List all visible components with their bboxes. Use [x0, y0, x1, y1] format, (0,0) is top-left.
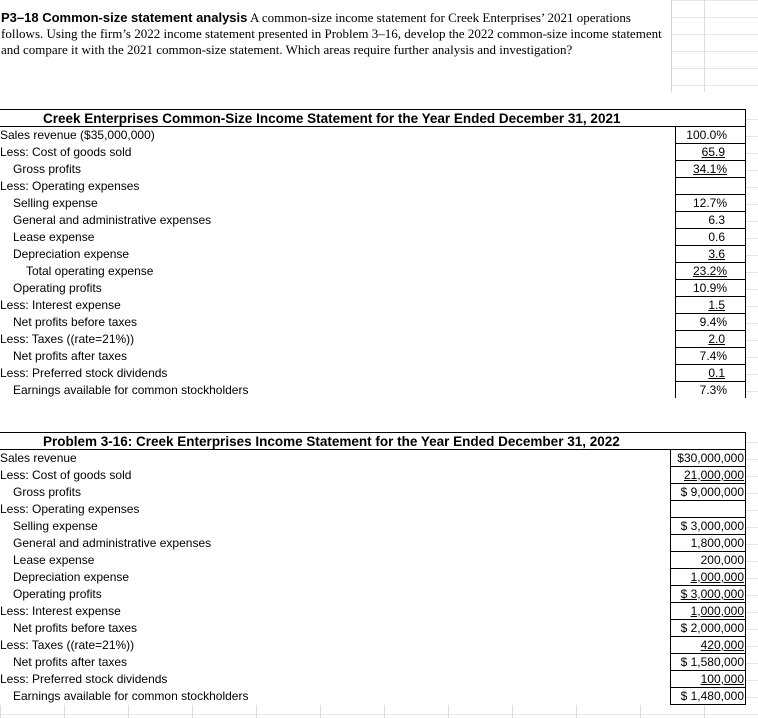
table-row[interactable] — [0, 569, 746, 586]
row-value: 12.7% — [692, 196, 727, 210]
row-value: 7.4% — [699, 349, 727, 363]
row-label: General and administrative expenses — [13, 536, 212, 550]
problem-statement — [0, 0, 672, 92]
table-row[interactable] — [0, 195, 746, 212]
table-row[interactable] — [0, 518, 746, 535]
table-row[interactable] — [0, 229, 746, 246]
table-row[interactable] — [0, 467, 746, 484]
row-value: $ 1,580,000 — [680, 655, 744, 669]
row-label: Less: Interest expense — [0, 298, 121, 312]
row-value: $30,000,000 — [677, 451, 744, 465]
row-value: 1,000,000 — [690, 604, 744, 618]
row-label: Operating profits — [13, 587, 102, 601]
spacer — [0, 398, 758, 432]
row-value: 6.3 — [708, 213, 725, 227]
row-label: Net profits after taxes — [13, 349, 128, 363]
table-row[interactable] — [0, 126, 746, 144]
common-size-table-2021 — [0, 109, 746, 399]
row-label: Selling expense — [13, 519, 98, 533]
table-row[interactable] — [0, 637, 746, 654]
table-2021-title: Creek Enterprises Common-Size Income Statement for the Year Ended December 31, 2021 — [0, 109, 746, 126]
table-row[interactable] — [0, 688, 746, 705]
table-row[interactable] — [0, 671, 746, 688]
table-row[interactable] — [0, 603, 746, 620]
row-value: 34.1% — [692, 162, 727, 176]
row-label: Gross profits — [13, 485, 82, 499]
row-value: $ 3,000,000 — [680, 587, 744, 601]
row-value: 0.6 — [708, 230, 725, 244]
table-row[interactable] — [0, 178, 746, 195]
row-value: $ 3,000,000 — [680, 519, 744, 533]
table-row[interactable] — [0, 501, 746, 518]
problem-heading: P3–18 Common-size statement analysis — [1, 10, 248, 25]
row-value: 200,000 — [700, 553, 744, 567]
row-label: Net profits before taxes — [13, 315, 138, 329]
table-row[interactable] — [0, 586, 746, 603]
row-label: Earnings available for common stockholders — [13, 383, 249, 397]
row-label: Less: Interest expense — [0, 604, 121, 618]
table-row[interactable] — [0, 654, 746, 671]
row-label: Net profits before taxes — [13, 621, 138, 635]
table-row[interactable] — [0, 212, 746, 229]
row-value: 7.3% — [699, 383, 727, 397]
table-row[interactable] — [0, 484, 746, 501]
table-row[interactable] — [0, 280, 746, 297]
row-label: Depreciation expense — [13, 247, 130, 261]
spacer — [0, 92, 758, 109]
row-value: 65.9 — [701, 145, 725, 159]
row-label: General and administrative expenses — [13, 213, 212, 227]
table-row[interactable] — [0, 382, 746, 399]
table-row[interactable] — [0, 365, 746, 382]
table-row[interactable] — [0, 144, 746, 161]
row-value: 10.9% — [692, 281, 727, 295]
table-row[interactable] — [0, 535, 746, 552]
table-row[interactable] — [0, 331, 746, 348]
row-label: Less: Taxes ((rate=21%)) — [0, 332, 135, 346]
row-value: 100,000 — [700, 672, 744, 686]
table-row[interactable] — [0, 297, 746, 314]
row-value: 1.5 — [708, 298, 725, 312]
row-label: Sales revenue — [0, 451, 77, 465]
row-label: Less: Preferred stock dividends — [0, 366, 168, 380]
row-label: Less: Preferred stock dividends — [0, 672, 168, 686]
row-label: Sales revenue ($35,000,000) — [0, 128, 155, 142]
row-value: 1,800,000 — [690, 536, 744, 550]
row-label: Operating profits — [13, 281, 102, 295]
row-value: 9.4% — [699, 315, 727, 329]
table-row[interactable] — [0, 449, 746, 467]
row-value: $ 1,480,000 — [680, 689, 744, 703]
table-row[interactable] — [0, 348, 746, 365]
row-label: Selling expense — [13, 196, 98, 210]
row-label: Less: Cost of goods sold — [0, 468, 132, 482]
row-value: 2.0 — [708, 332, 725, 346]
problem-text: A common-size income statement for Creek Enterprises’ 2021 operations follows. Using the firm’s 2022 income statement presented in Problem 3–16, develop the 2022 common-size income statement and compare it with the 2021 common-size statement. Which areas require further analysis and investigation? — [1, 10, 662, 58]
row-value: 3.6 — [708, 247, 725, 261]
row-label: Lease expense — [13, 230, 95, 244]
row-label: Lease expense — [13, 553, 95, 567]
row-value: 21,000,000 — [683, 468, 744, 482]
row-value: 0.1 — [708, 366, 725, 380]
table-row[interactable] — [0, 620, 746, 637]
table-row[interactable] — [0, 552, 746, 569]
row-label: Earnings available for common stockholders — [13, 689, 249, 703]
table-row[interactable] — [0, 263, 746, 280]
row-label: Net profits after taxes — [13, 655, 128, 669]
row-label: Less: Cost of goods sold — [0, 145, 132, 159]
table-2022-title: Problem 3-16: Creek Enterprises Income Statement for the Year Ended December 31, 2022 — [0, 432, 746, 449]
row-value: 100.0% — [686, 128, 727, 142]
income-statement-table-2022 — [0, 432, 746, 705]
row-label: Less: Taxes ((rate=21%)) — [0, 638, 135, 652]
row-value: 1,000,000 — [690, 570, 744, 584]
row-value: $ 9,000,000 — [680, 485, 744, 499]
row-value: 23.2% — [692, 264, 727, 278]
row-value: $ 2,000,000 — [680, 621, 744, 635]
row-label: Total operating expense — [26, 264, 154, 278]
row-label: Less: Operating expenses — [0, 179, 140, 193]
table-row[interactable] — [0, 314, 746, 331]
row-label: Gross profits — [13, 162, 82, 176]
row-label: Less: Operating expenses — [0, 502, 140, 516]
table-row[interactable] — [0, 161, 746, 178]
row-value: 420,000 — [700, 638, 744, 652]
row-label: Depreciation expense — [13, 570, 130, 584]
table-row[interactable] — [0, 246, 746, 263]
